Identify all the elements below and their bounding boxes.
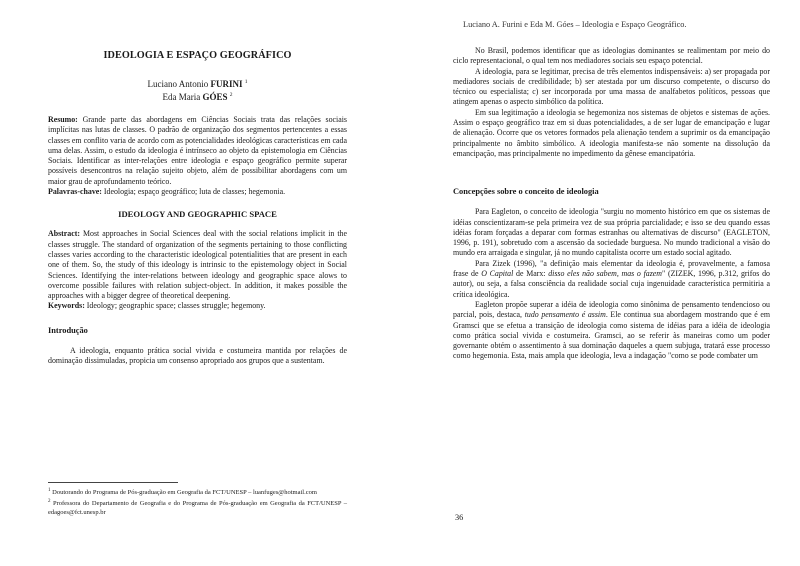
right-page [405,0,800,566]
paragraph-brasil: No Brasil, podemos identificar que as ideologias dominantes se realimentam por meio do ciclo representacional, o qual tem nos mediadores sociais seu espaço potencial. [453,46,770,66]
paragraph-gramsci: Eagleton propõe superar a idéia de ideologia como sinônima de pensamento tendencioso ou parcial, pois, destaca, tudo pensamento é assim. Ele continua sua abordagem mostrando que é em Gramsci que se efetua a transição de ideologia como sistema de idéias para a idéia de ideologia como prática social vivida e costumeira. Gramsci, ao se referir às maneiras como um poder governante obtém o assentimento à sua dominação daqueles a quem subjuga, tratará esse processo como hegemonia. Esta, mais ampla que ideologia, leva a indagação "como se pode combater um [453,299,771,361]
english-title: IDEOLOGY AND GEOGRAPHIC SPACE [118,209,277,220]
footnotes [48,482,347,518]
article-title: IDEOLOGIA E ESPAÇO GEOGRÁFICO [103,50,292,61]
author-block [48,77,347,103]
left-page [0,0,395,566]
author-2: Eda Maria GÓES $^2$ [162,92,233,102]
right-body [453,46,770,362]
paragraph-hegemoniza: Em sua legitimação a ideologia se hegemoniza nos sistemas de objetos e sistemas de ações. Assim o espaço geográfico traz em si duas potencialidades, a de ser lugar de emancipação e lugar de alienação. Ocorre que os vetores formados pela alienação tendem a suprimir os da emancipação principalmente no âmbito simbólico. A ideologia manifesta-se não somente na dissolução da emancipação, mas principalmente no impedimento da gênese emancipatória. [453,107,770,158]
author-1-note: 1 [244,79,248,85]
paragraph-zizek: Para Zizek (1996), "a definição mais elementar da ideologia é, provavelmente, a famosa frase de O Capital de Marx: disso eles não sabem, mas o fazem" (ZIZEK, 1996, p.312, grifos do autor), ou seja, a falsa consciência da realidade social cuja ingenuidade característica permitiria a crítica ideológica. [453,258,770,299]
resumo-paragraph: Resumo: Grande parte das abordagens em Ciências Sociais trata das relações sociais implícitas nas lutas de classes. O padrão de organização dos segmentos pertencentes a essas classes em conflito varia de acordo com as potencialidades ideológicas características em cada uma delas. Assim, o estudo da ideologia é intrínseco ao objeto da epistemologia em Ciências Sociais. Identificar as inter-relações entre ideologia e espaço geográfico permite superar possíveis desencontros na relação sujeito objeto, além de possibilitar abordagens com um maior grau de aprofundamento teórico. [48,115,347,186]
left-body [48,50,347,366]
running-head: Luciano A. Furini e Eda M. Góes – Ideologia e Espaço Geográfico. [463,20,687,29]
paragraph-eagleton: Para Eagleton, o conceito de ideologia "surgiu no momento histórico em que os sistemas de idéias conscientizaram-se pela primeira vez de sua própria parcialidade; e isso se deu quando essas idéias foram forçadas a deparar com formas estranhas ou alternativas de discurso" (EAGLETON, 1996, p. 191), sobretudo com a ascensão da sociedade burguesa. No mundo tradicional a visão do mundo era arraigada e singular, já no mundo capitalista ocorre um estado social agitado. [453,207,770,258]
section-concepcoes: Concepções sobre o conceito de ideologia [453,187,599,197]
footnote-divider [48,482,178,483]
palavras-chave: Palavras-chave: Ideologia; espaço geográfico; luta de classes; hegemonia. [48,187,286,197]
author-1-surname: FURINI [210,79,243,89]
section-introducao: Introdução [48,325,88,335]
paragraph-legitimar: A ideologia, para se legitimar, precisa de três elementos indispensáveis: a) ser propagada por mediadores sociais de credibilidade; b) ser atestada por um discurso competente, o discurso do técnico ou especialista; c) ser incorporada por uma massa de analfabetos políticos, pessoas que atingem apenas o aspecto simbólico da política. [453,66,770,107]
intro-paragraph: A ideologia, enquanto prática social vivida e costumeira mantida por relações de dominação dissimuladas, propicia um consenso apropriado aos grupos que a sustentam. [48,345,347,366]
author-1: Luciano Antonio FURINI $^1$ [147,79,248,89]
footnote-1: $^1$ Doutorando do Programa de Pós-graduação em Geografia da FCT/UNESP – luanfuges@hotmail.com [48,488,317,497]
footnote-2: $^2$ Professora do Departamento de Geografia e do Programa de Pós-graduação em Geografia da FCT/UNESP – edagoes@fct.unesp.br [48,499,347,516]
keywords: Keywords: Ideology; geographic space; classes struggle; hegemony. [48,301,266,311]
page-number: 36 [455,513,464,522]
author-2-surname: GÓES [202,92,228,102]
abstract-paragraph: Abstract: Most approaches in Social Sciences deal with the social relations implicit in the classes struggle. The standard of organization of the segments pertaining to those conflicting classes varies according to the characteristic ideological potentialities that are present in each one of them. So, the study of this ideology is intrinsic to the epistemology object in Social Sciences. Identifying the inter-relations between ideology and geographic space alows to overcome possible failures with relation subject-object. In addition, it makes possible the approaches with a bigger degree of theoretical deepening. [48,229,347,301]
author-2-note: 2 [229,92,233,98]
